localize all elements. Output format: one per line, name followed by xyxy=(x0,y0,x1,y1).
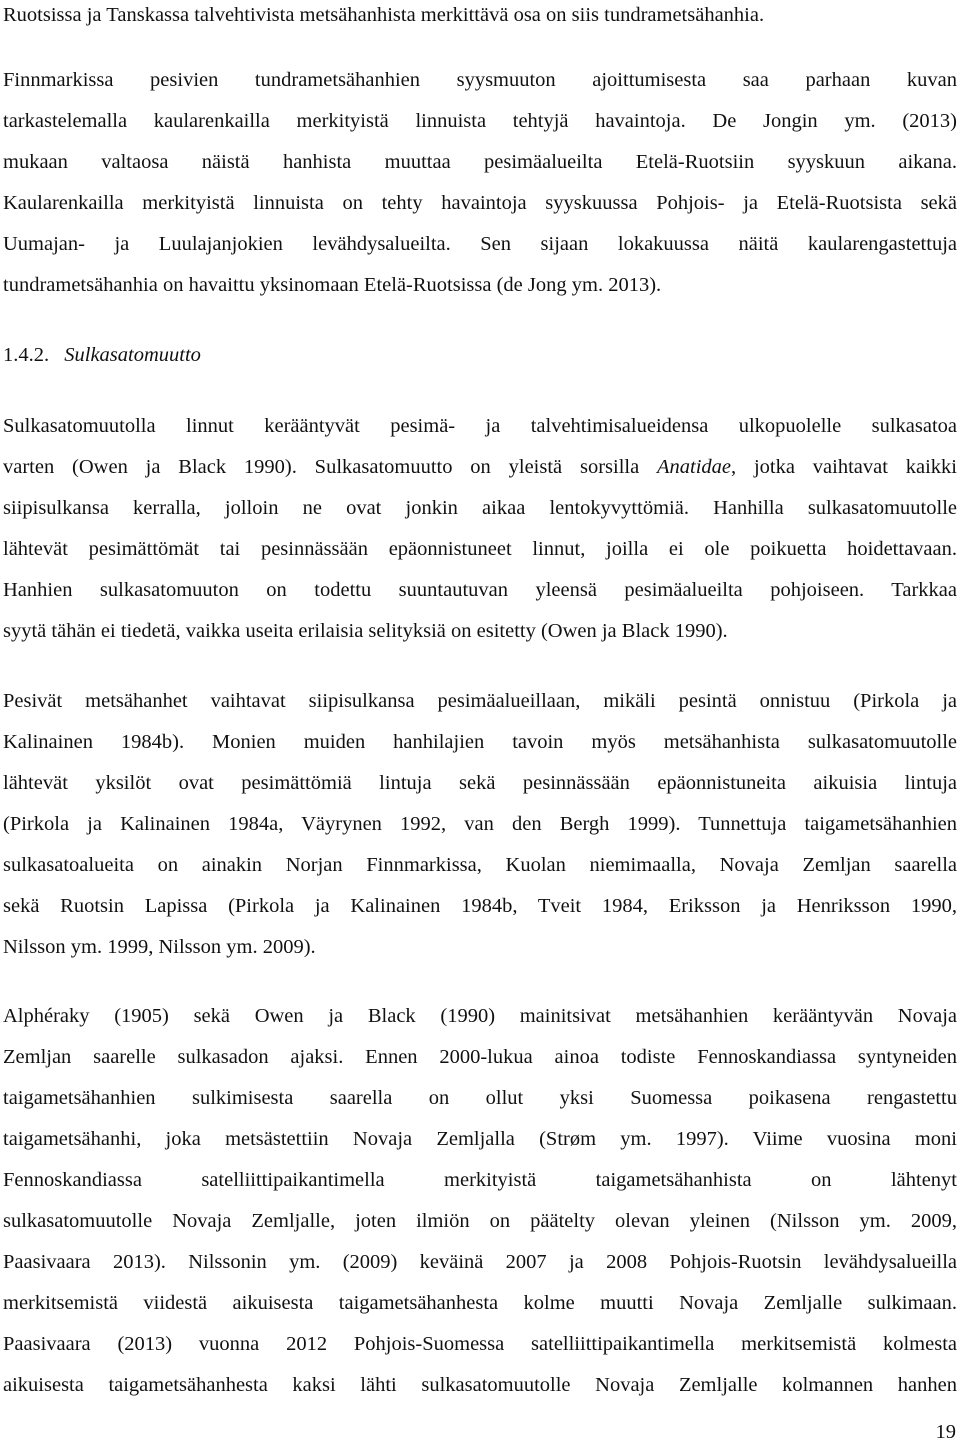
paragraph-line: taigametsähanhi, joka metsästettiin Novaja Zemljalla (Strøm ym. 1997). Viime vuosina moni xyxy=(3,1128,957,1150)
paragraph-line: sulkasatomuutolle Novaja Zemljalle, joten ilmiön on päätelty olevan yleinen (Nilsson ym. 2009, xyxy=(3,1210,957,1232)
paragraph-line: lähtevät yksilöt ovat pesimättömiä lintuja sekä pesinnässään epäonnistuneita aikuisia lintuja xyxy=(3,772,957,794)
page-number: 19 xyxy=(935,1421,956,1443)
section-heading xyxy=(3,342,201,368)
paragraph-line: sekä Ruotsin Lapissa (Pirkola ja Kalinainen 1984b, Tveit 1984, Eriksson ja Henriksson 1990, xyxy=(3,895,957,917)
section-title: Sulkasatomuutto xyxy=(64,344,201,366)
paragraph-line: Ruotsissa ja Tanskassa talvehtivista metsähanhista merkittävä osa on siis tundrametsähanhia. xyxy=(3,4,765,26)
paragraph-line: Alphéraky (1905) sekä Owen ja Black (1990) mainitsivat metsähanhien kerääntyvän Novaja xyxy=(3,1005,957,1027)
section-number: 1.4.2. xyxy=(3,344,50,366)
paragraph-line: Paasivaara (2013) vuonna 2012 Pohjois-Suomessa satelliittipaikantimella merkitsemistä kolmesta xyxy=(3,1333,957,1355)
paragraph-line: mukaan valtaosa näistä hanhista muuttaa pesimäalueilta Etelä-Ruotsiin syyskuun aikana. xyxy=(3,151,957,173)
paragraph-line: Hanhien sulkasatomuuton on todettu suuntautuvan yleensä pesimäalueilta pohjoiseen. Tarkkaa xyxy=(3,579,957,601)
paragraph-line: Uumajan- ja Luulajanjokien levähdysalueilta. Sen sijaan lokakuussa näitä kaularengastettuja xyxy=(3,233,957,255)
paragraph-line: taigametsähanhien sulkimisesta saarella on ollut yksi Suomessa poikasena rengastettu xyxy=(3,1087,957,1109)
text-span: varten (Owen ja Black 1990). Sulkasatomuutto on yleistä sorsilla xyxy=(3,456,658,478)
paragraph-line: Sulkasatomuutolla linnut kerääntyvät pesimä- ja talvehtimisalueidensa ulkopuolelle sulkasatoa xyxy=(3,415,957,437)
italic-taxon: Anatidae xyxy=(657,456,732,478)
paragraph-line: merkitsemistä viidestä aikuisesta taigametsähanhesta kolme muutti Novaja Zemljalle sulkimaan. xyxy=(3,1292,957,1314)
paragraph-line: sulkasatoalueita on ainakin Norjan Finnmarkissa, Kuolan niemimaalla, Novaja Zemljan saarella xyxy=(3,854,957,876)
paragraph-line: Pesivät metsähanhet vaihtavat siipisulkansa pesimäalueillaan, mikäli pesintä onnistuu (Pirkola ja xyxy=(3,690,957,712)
paragraph-line xyxy=(3,454,957,480)
paragraph-line: lähtevät pesimättömät tai pesinnässään epäonnistuneet linnut, joilla ei ole poikuetta hoidettavaan. xyxy=(3,538,957,560)
paragraph-line: (Pirkola ja Kalinainen 1984a, Väyrynen 1992, van den Bergh 1999). Tunnettuja taigametsähanhien xyxy=(3,813,957,835)
paragraph-line: Zemljan saarelle sulkasadon ajaksi. Ennen 2000-lukua ainoa todiste Fennoskandiassa syntyneiden xyxy=(3,1046,957,1068)
paragraph-line: syytä tähän ei tiedetä, vaikka useita erilaisia selityksiä on esitetty (Owen ja Black 1990). xyxy=(3,620,728,642)
paragraph-line: siipisulkansa kerralla, jolloin ne ovat jonkin aikaa lentokyvyttömiä. Hanhilla sulkasatomuutolle xyxy=(3,497,957,519)
paragraph-line: Kalinainen 1984b). Monien muiden hanhilajien tavoin myös metsähanhista sulkasatomuutolle xyxy=(3,731,957,753)
paragraph-line: Paasivaara 2013). Nilssonin ym. (2009) keväinä 2007 ja 2008 Pohjois-Ruotsin levähdysalueilla xyxy=(3,1251,957,1273)
paragraph-line: tundrametsähanhia on havaittu yksinomaan Etelä-Ruotsissa (de Jong ym. 2013). xyxy=(3,274,662,296)
text-span: , jotka vaihtavat kaikki xyxy=(731,456,957,478)
paragraph-line: Nilsson ym. 1999, Nilsson ym. 2009). xyxy=(3,936,316,958)
paragraph-line: tarkastelemalla kaularenkailla merkityistä linnuista tehtyjä havaintoja. De Jongin ym. (2013) xyxy=(3,110,957,132)
paragraph-line: Kaularenkailla merkityistä linnuista on tehty havaintoja syyskuussa Pohjois- ja Etelä-Ruotsista sekä xyxy=(3,192,957,214)
paragraph-line: Fennoskandiassa satelliittipaikantimella merkityistä taigametsähanhista on lähtenyt xyxy=(3,1169,957,1191)
paragraph-line: Finnmarkissa pesivien tundrametsähanhien syysmuuton ajoittumisesta saa parhaan kuvan xyxy=(3,69,957,91)
paragraph-line: aikuisesta taigametsähanhesta kaksi lähti sulkasatomuutolle Novaja Zemljalle kolmannen hanhen xyxy=(3,1374,957,1396)
